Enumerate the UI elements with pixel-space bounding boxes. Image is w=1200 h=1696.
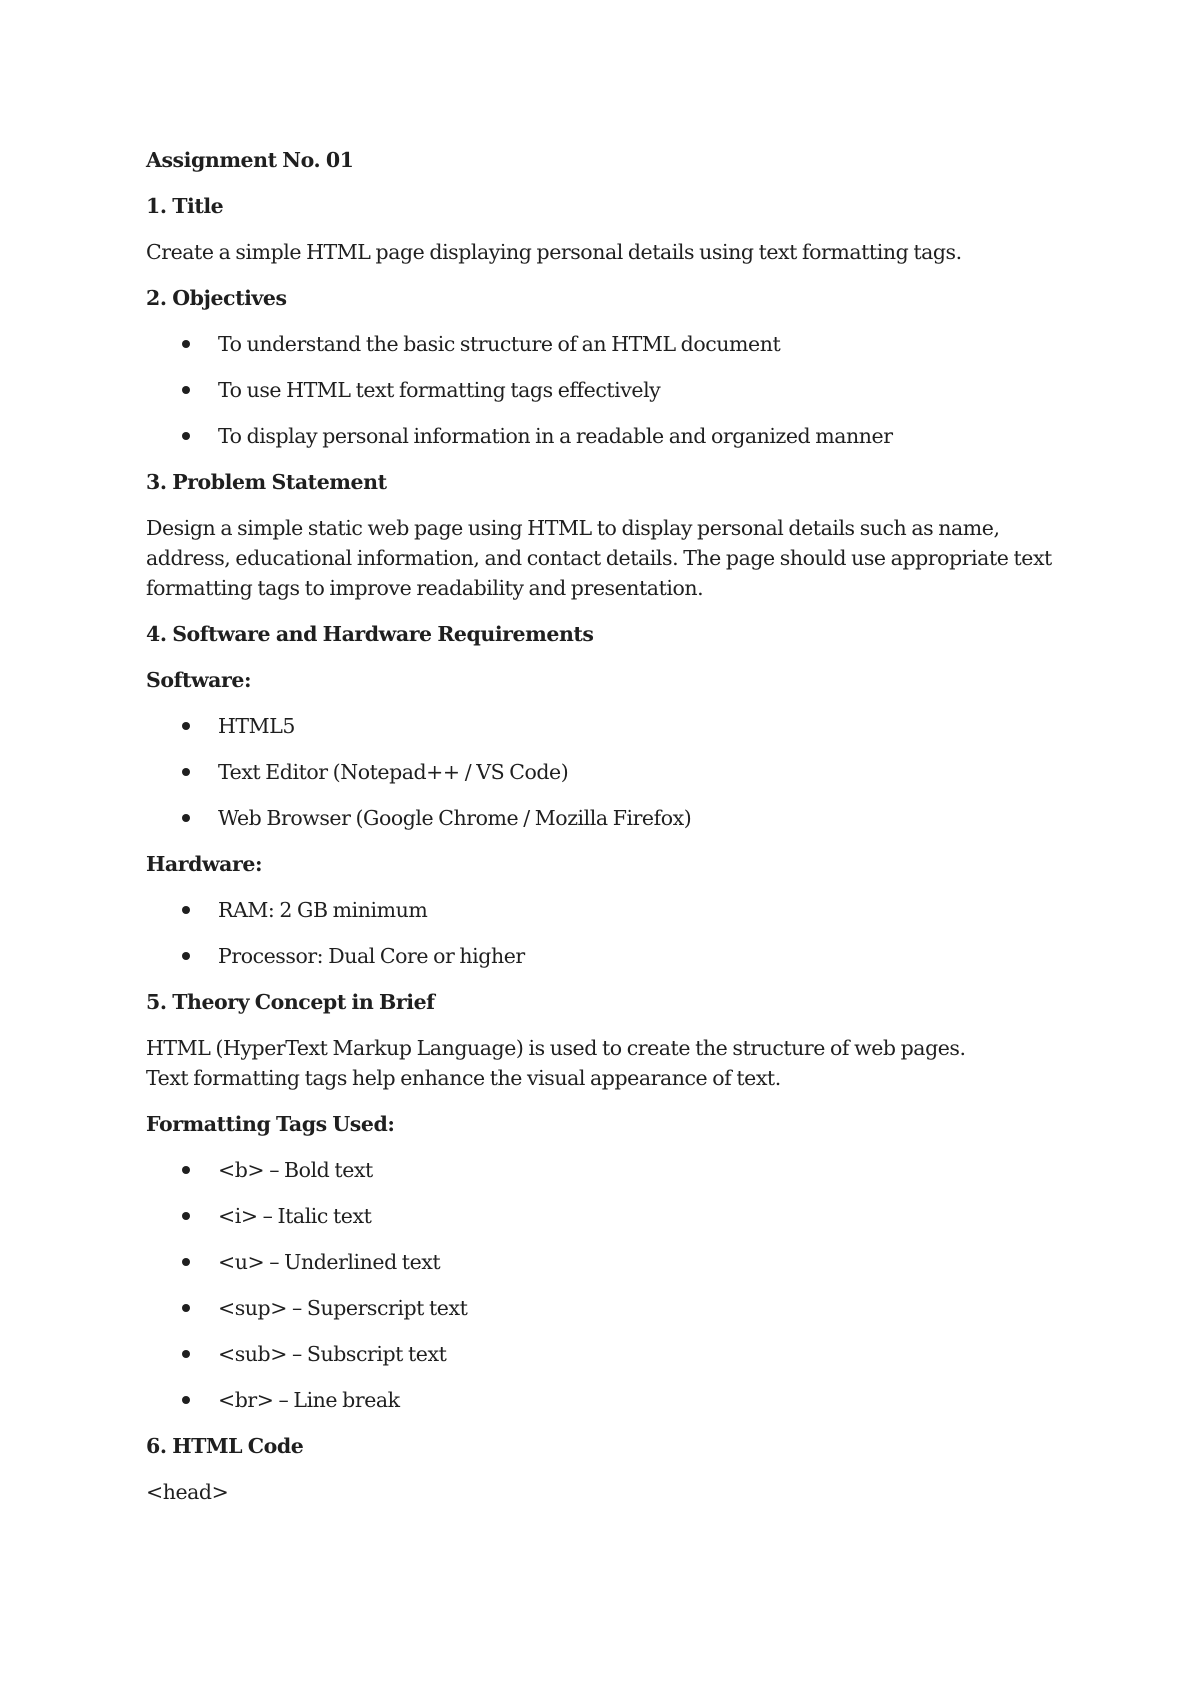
list-item-text: <i> – Italic text [218,1204,372,1228]
list-item [146,1155,1066,1185]
list-item-text: To display personal information in a readable and organized manner [218,424,893,448]
list-item-text: <sub> – Subscript text [218,1342,447,1366]
document-content [146,145,1066,1523]
theory-text [146,1033,1066,1093]
bullet-icon [182,952,190,960]
section-requirements-heading: 4. Software and Hardware Requirements [146,622,594,646]
list-item [146,1247,1066,1277]
formatting-tags-list [146,1155,1066,1415]
list-item-text: Text Editor (Notepad++ / VS Code) [218,760,569,784]
list-item-text: HTML5 [218,714,295,738]
list-item [146,803,1066,833]
software-label: Software: [146,668,252,692]
list-item-text: To understand the basic structure of an HTML document [218,332,781,356]
title-text-line: Create a simple HTML page displaying personal details using text formatting tags. [146,240,962,264]
list-item [146,329,1066,359]
bullet-icon [182,386,190,394]
list-item-text: RAM: 2 GB minimum [218,898,428,922]
software-list [146,711,1066,833]
list-item-text: <u> – Underlined text [218,1250,441,1274]
list-item [146,1293,1066,1323]
bullet-icon [182,1258,190,1266]
problem-text-line: formatting tags to improve readability and presentation. [146,576,704,600]
bullet-icon [182,768,190,776]
problem-text [146,513,1066,603]
list-item-text: To use HTML text formatting tags effectively [218,378,661,402]
bullet-icon [182,906,190,914]
list-item [146,1339,1066,1369]
list-item-text: Web Browser (Google Chrome / Mozilla Firefox) [218,806,692,830]
objectives-list [146,329,1066,451]
section-code-heading: 6. HTML Code [146,1434,304,1458]
section-theory-heading: 5. Theory Concept in Brief [146,990,435,1014]
problem-text-line: Design a simple static web page using HTML to display personal details such as name, [146,516,1000,540]
hardware-label: Hardware: [146,852,263,876]
bullet-icon [182,1212,190,1220]
code-text [146,1477,1066,1507]
list-item [146,421,1066,451]
bullet-icon [182,1166,190,1174]
list-item [146,757,1066,787]
list-item-text: <b> – Bold text [218,1158,373,1182]
theory-text-line: Text formatting tags help enhance the visual appearance of text. [146,1066,781,1090]
title-text [146,237,1066,267]
bullet-icon [182,722,190,730]
problem-text-line: address, educational information, and contact details. The page should use appropriate text [146,546,1052,570]
section-title-heading: 1. Title [146,194,224,218]
section-problem-heading: 3. Problem Statement [146,470,387,494]
list-item [146,941,1066,971]
section-objectives-heading: 2. Objectives [146,286,287,310]
hardware-list [146,895,1066,971]
assignment-title: Assignment No. 01 [146,148,354,172]
formatting-tags-label: Formatting Tags Used: [146,1112,395,1136]
list-item [146,375,1066,405]
bullet-icon [182,1396,190,1404]
bullet-icon [182,1304,190,1312]
bullet-icon [182,432,190,440]
code-first-line: <head> [146,1480,229,1504]
list-item-text: Processor: Dual Core or higher [218,944,525,968]
bullet-icon [182,814,190,822]
list-item [146,711,1066,741]
list-item [146,1385,1066,1415]
theory-text-line: HTML (HyperText Markup Language) is used to create the structure of web pages. [146,1036,966,1060]
bullet-icon [182,1350,190,1358]
list-item [146,1201,1066,1231]
list-item-text: <sup> – Superscript text [218,1296,468,1320]
list-item-text: <br> – Line break [218,1388,400,1412]
bullet-icon [182,340,190,348]
list-item [146,895,1066,925]
